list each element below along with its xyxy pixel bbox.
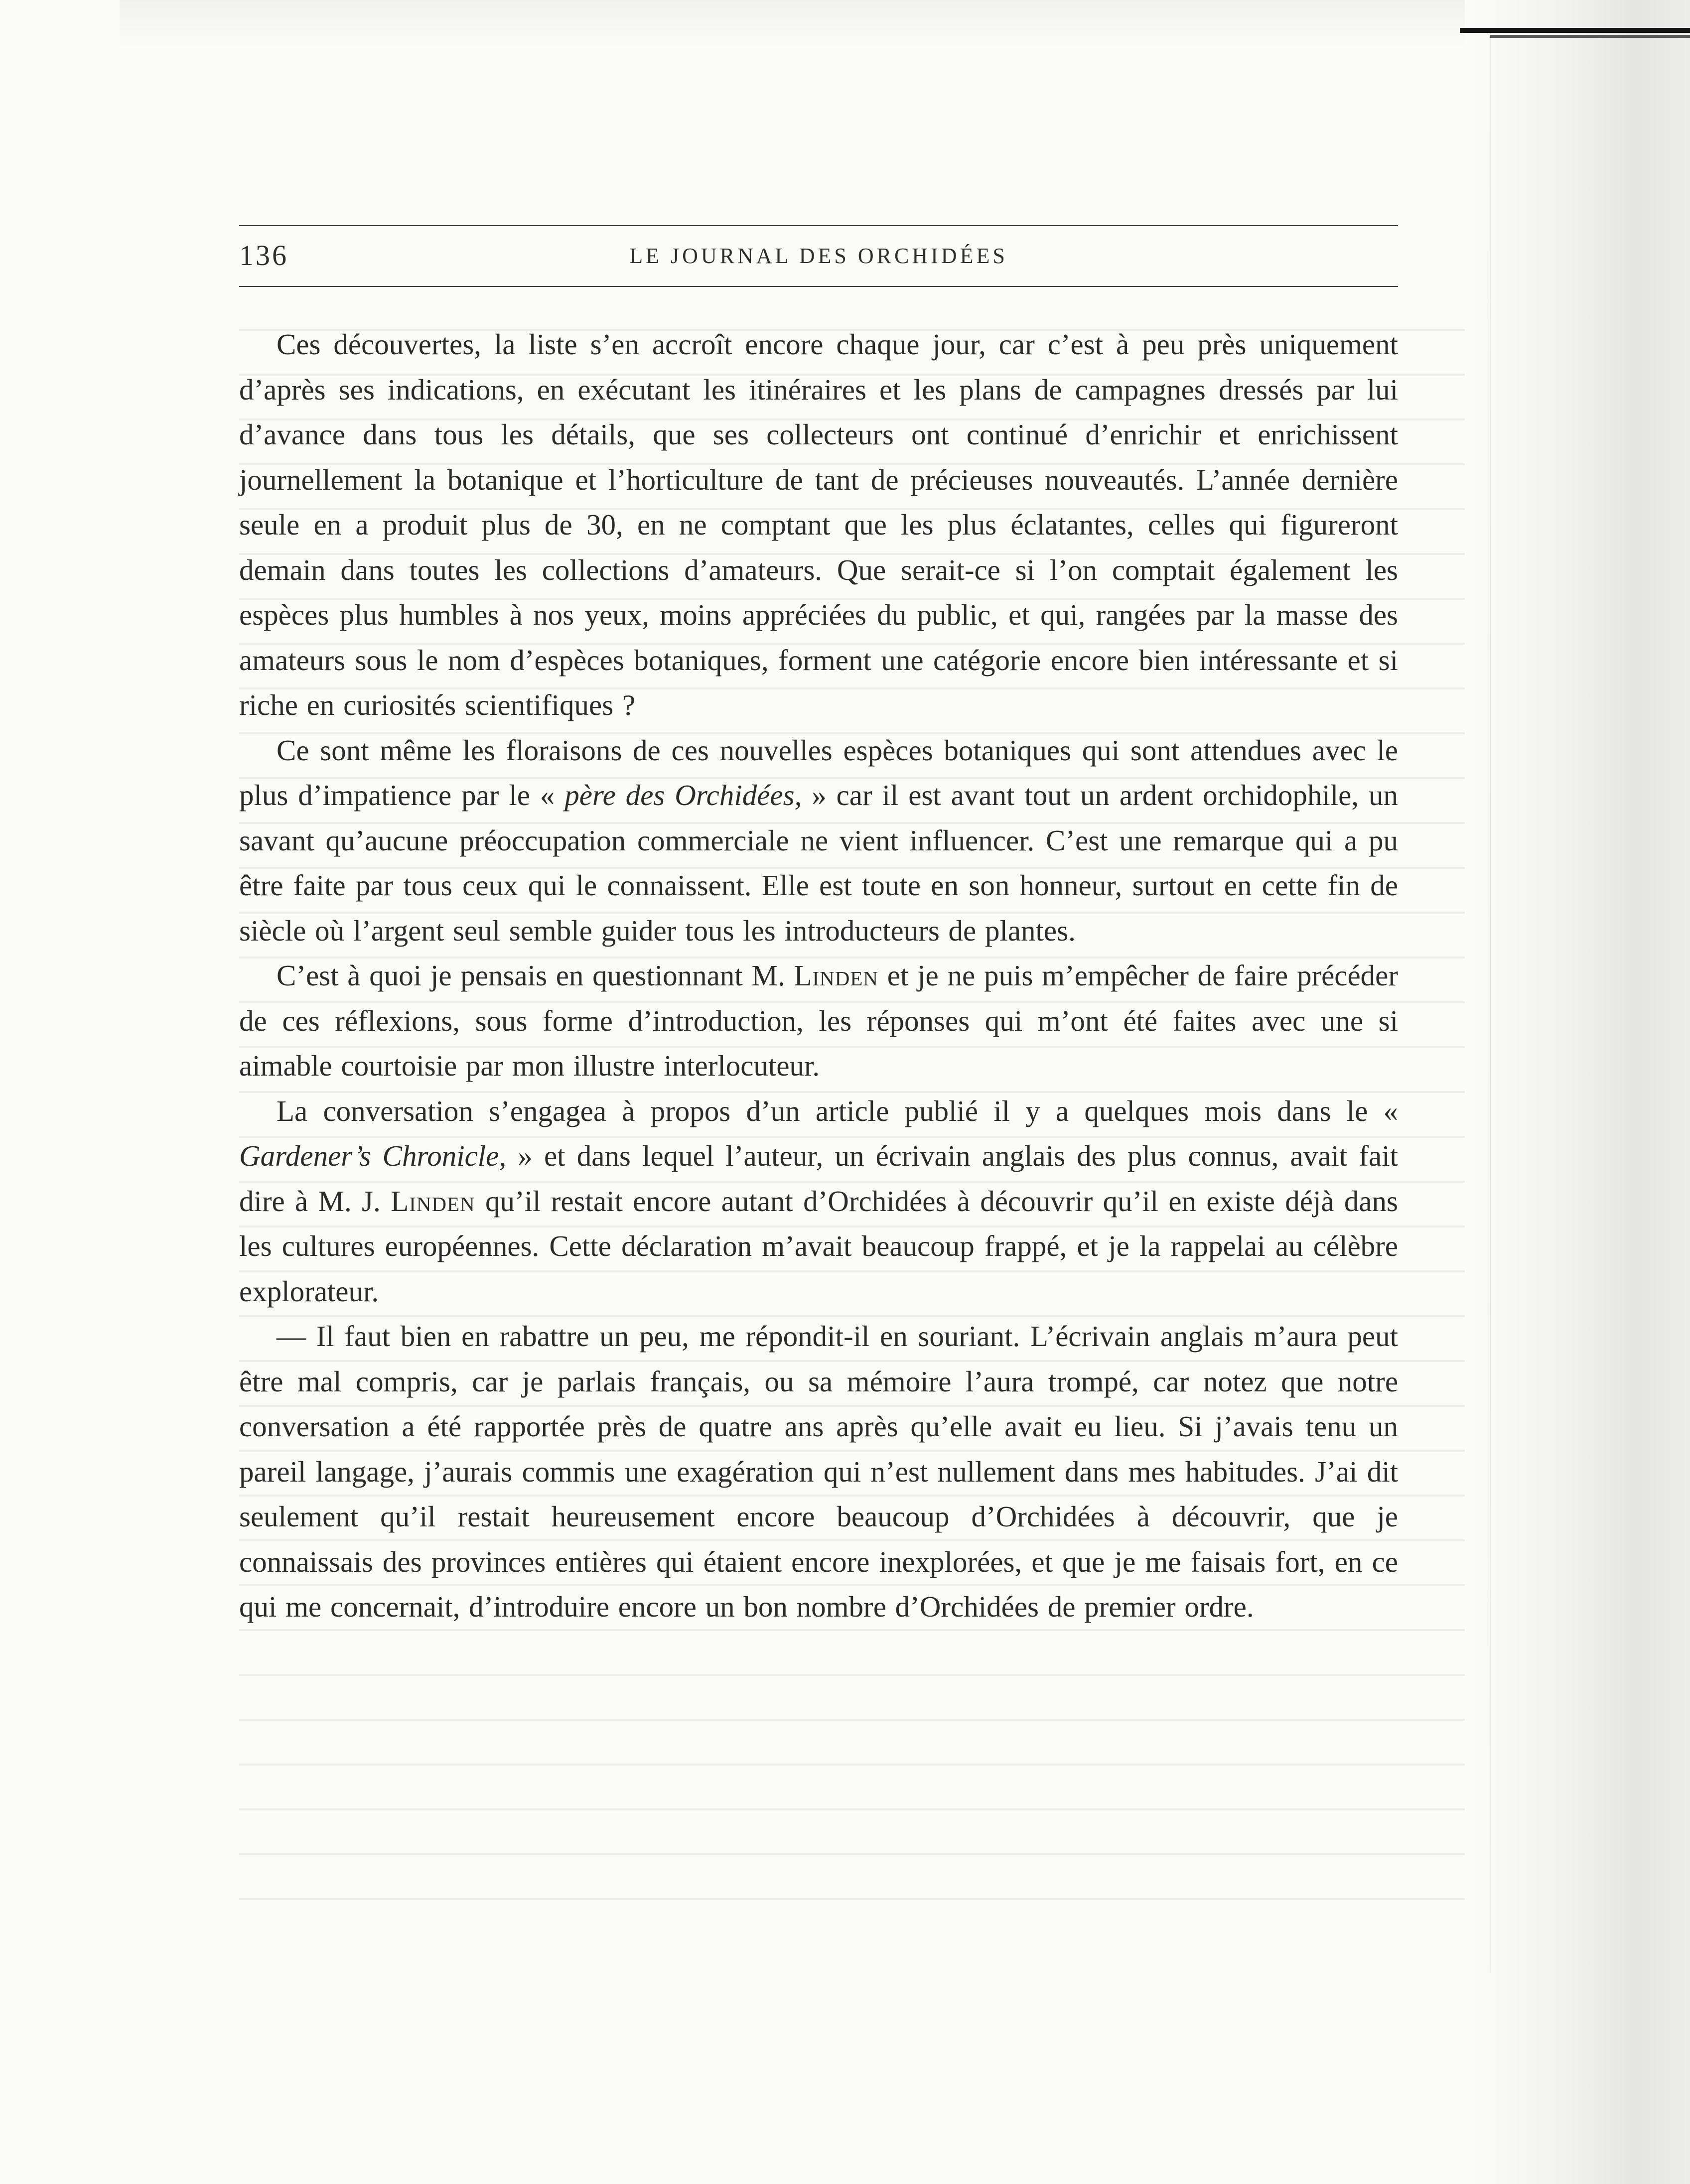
- running-title: LE JOURNAL DES ORCHIDÉES: [629, 244, 1008, 268]
- page-number: 136: [239, 239, 288, 272]
- text-run: — Il faut bien en rabattre un peu, me répondit-il en souriant. L’écrivain anglais m’aura peut être mal compris, car je parlais français, ou sa mémoire l’aura trompé, car notez que notre conversation a été rapportée près de quatre ans après qu’elle avait eu lieu. Si j’avais tenu un pareil langage, j’aurais commis une exagération qui n’est nullement dans mes habitudes. J’ai dit seulement qu’il restait heureusement encore beaucoup d’Orchidées à découvrir, que je connaissais des provinces entières qui étaient encore inexplorées, et que je me faisais fort, en ce qui me concernait, d’introduire encore un bon nombre d’Orchidées de premier ordre.: [239, 1320, 1398, 1623]
- paragraph: [239, 1089, 1398, 1314]
- header-rule-top: [239, 225, 1398, 226]
- paragraph: [239, 953, 1398, 1089]
- text-run: » car il est avant tout un ardent orchidophile, un savant qu’aucune préoccupation commerciale ne vient influencer. C’est une remarque qui a pu être faite par tous ceux qui le connaissent. Elle est toute en son honneur, surtout en cette fin de siècle où l’argent seul semble guider tous les introducteurs de plantes.: [239, 779, 1399, 947]
- text-run: » et dans lequel l’auteur, un écrivain anglais des plus connus, avait fait dire à M. J.: [239, 1139, 1399, 1218]
- text-run: C’est à quoi je pensais en questionnant M.: [277, 959, 794, 992]
- text-run: qu’il restait encore autant d’Orchidées à découvrir qu’il en existe déjà dans les cultures européennes. Cette déclaration m’avait beaucoup frappé, et je la rappelai au célèbre explorateur.: [239, 1184, 1398, 1308]
- italic-text-run: père des Orchidées,: [564, 779, 802, 812]
- paragraph: [239, 728, 1398, 954]
- paragraph: [239, 1314, 1398, 1630]
- text-run: Ce sont même les floraisons de ces nouvelles espèces botaniques qui sont attendues avec le plus d’impatience par le «: [239, 733, 1398, 812]
- small-caps-name: Linden: [391, 1184, 475, 1218]
- paragraph: [239, 322, 1398, 728]
- page-fold-line: [1490, 30, 1491, 1973]
- small-caps-name: Linden: [794, 959, 879, 992]
- body-text: [239, 322, 1398, 1630]
- header-rule-bottom: [239, 286, 1398, 287]
- binding-edge-mark: [1460, 28, 1690, 33]
- binding-edge-mark-secondary: [1490, 35, 1690, 38]
- text-run: et je ne puis m’empêcher de faire précéder de ces réflexions, sous forme d’introduction, les réponses qui m’ont été faites avec une si aimable courtoisie par mon illustre interlocuteur.: [239, 959, 1398, 1082]
- text-run: Ces découvertes, la liste s’en accroît encore chaque jour, car c’est à peu près uniquement d’après ses indications, en exécutant les itinéraires et les plans de campagnes dressés par lui d’avance dans tous les détails, que ses collecteurs ont continué d’enrichir et enrichissent journellement la botanique et l’horticulture de tant de précieuses nouveautés. L’année dernière seule en a produit plus de 30, en ne comptant que les plus éclatantes, celles qui figureront demain dans toutes les collections d’amateurs. Que serait-ce si l’on comptait également les espèces plus humbles à nos yeux, moins appréciées du public, et qui, rangées par la masse des amateurs sous le nom d’espèces botaniques, forment une catégorie encore bien intéressante et si riche en curiosités scientifiques ?: [239, 328, 1398, 721]
- scan-top-edge: [120, 0, 1465, 47]
- italic-text-run: Gardener’s Chronicle,: [239, 1139, 507, 1172]
- text-run: La conversation s’engagea à propos d’un article publié il y a quelques mois dans le «: [277, 1094, 1398, 1127]
- page-curvature-shadow: [1471, 0, 1690, 2184]
